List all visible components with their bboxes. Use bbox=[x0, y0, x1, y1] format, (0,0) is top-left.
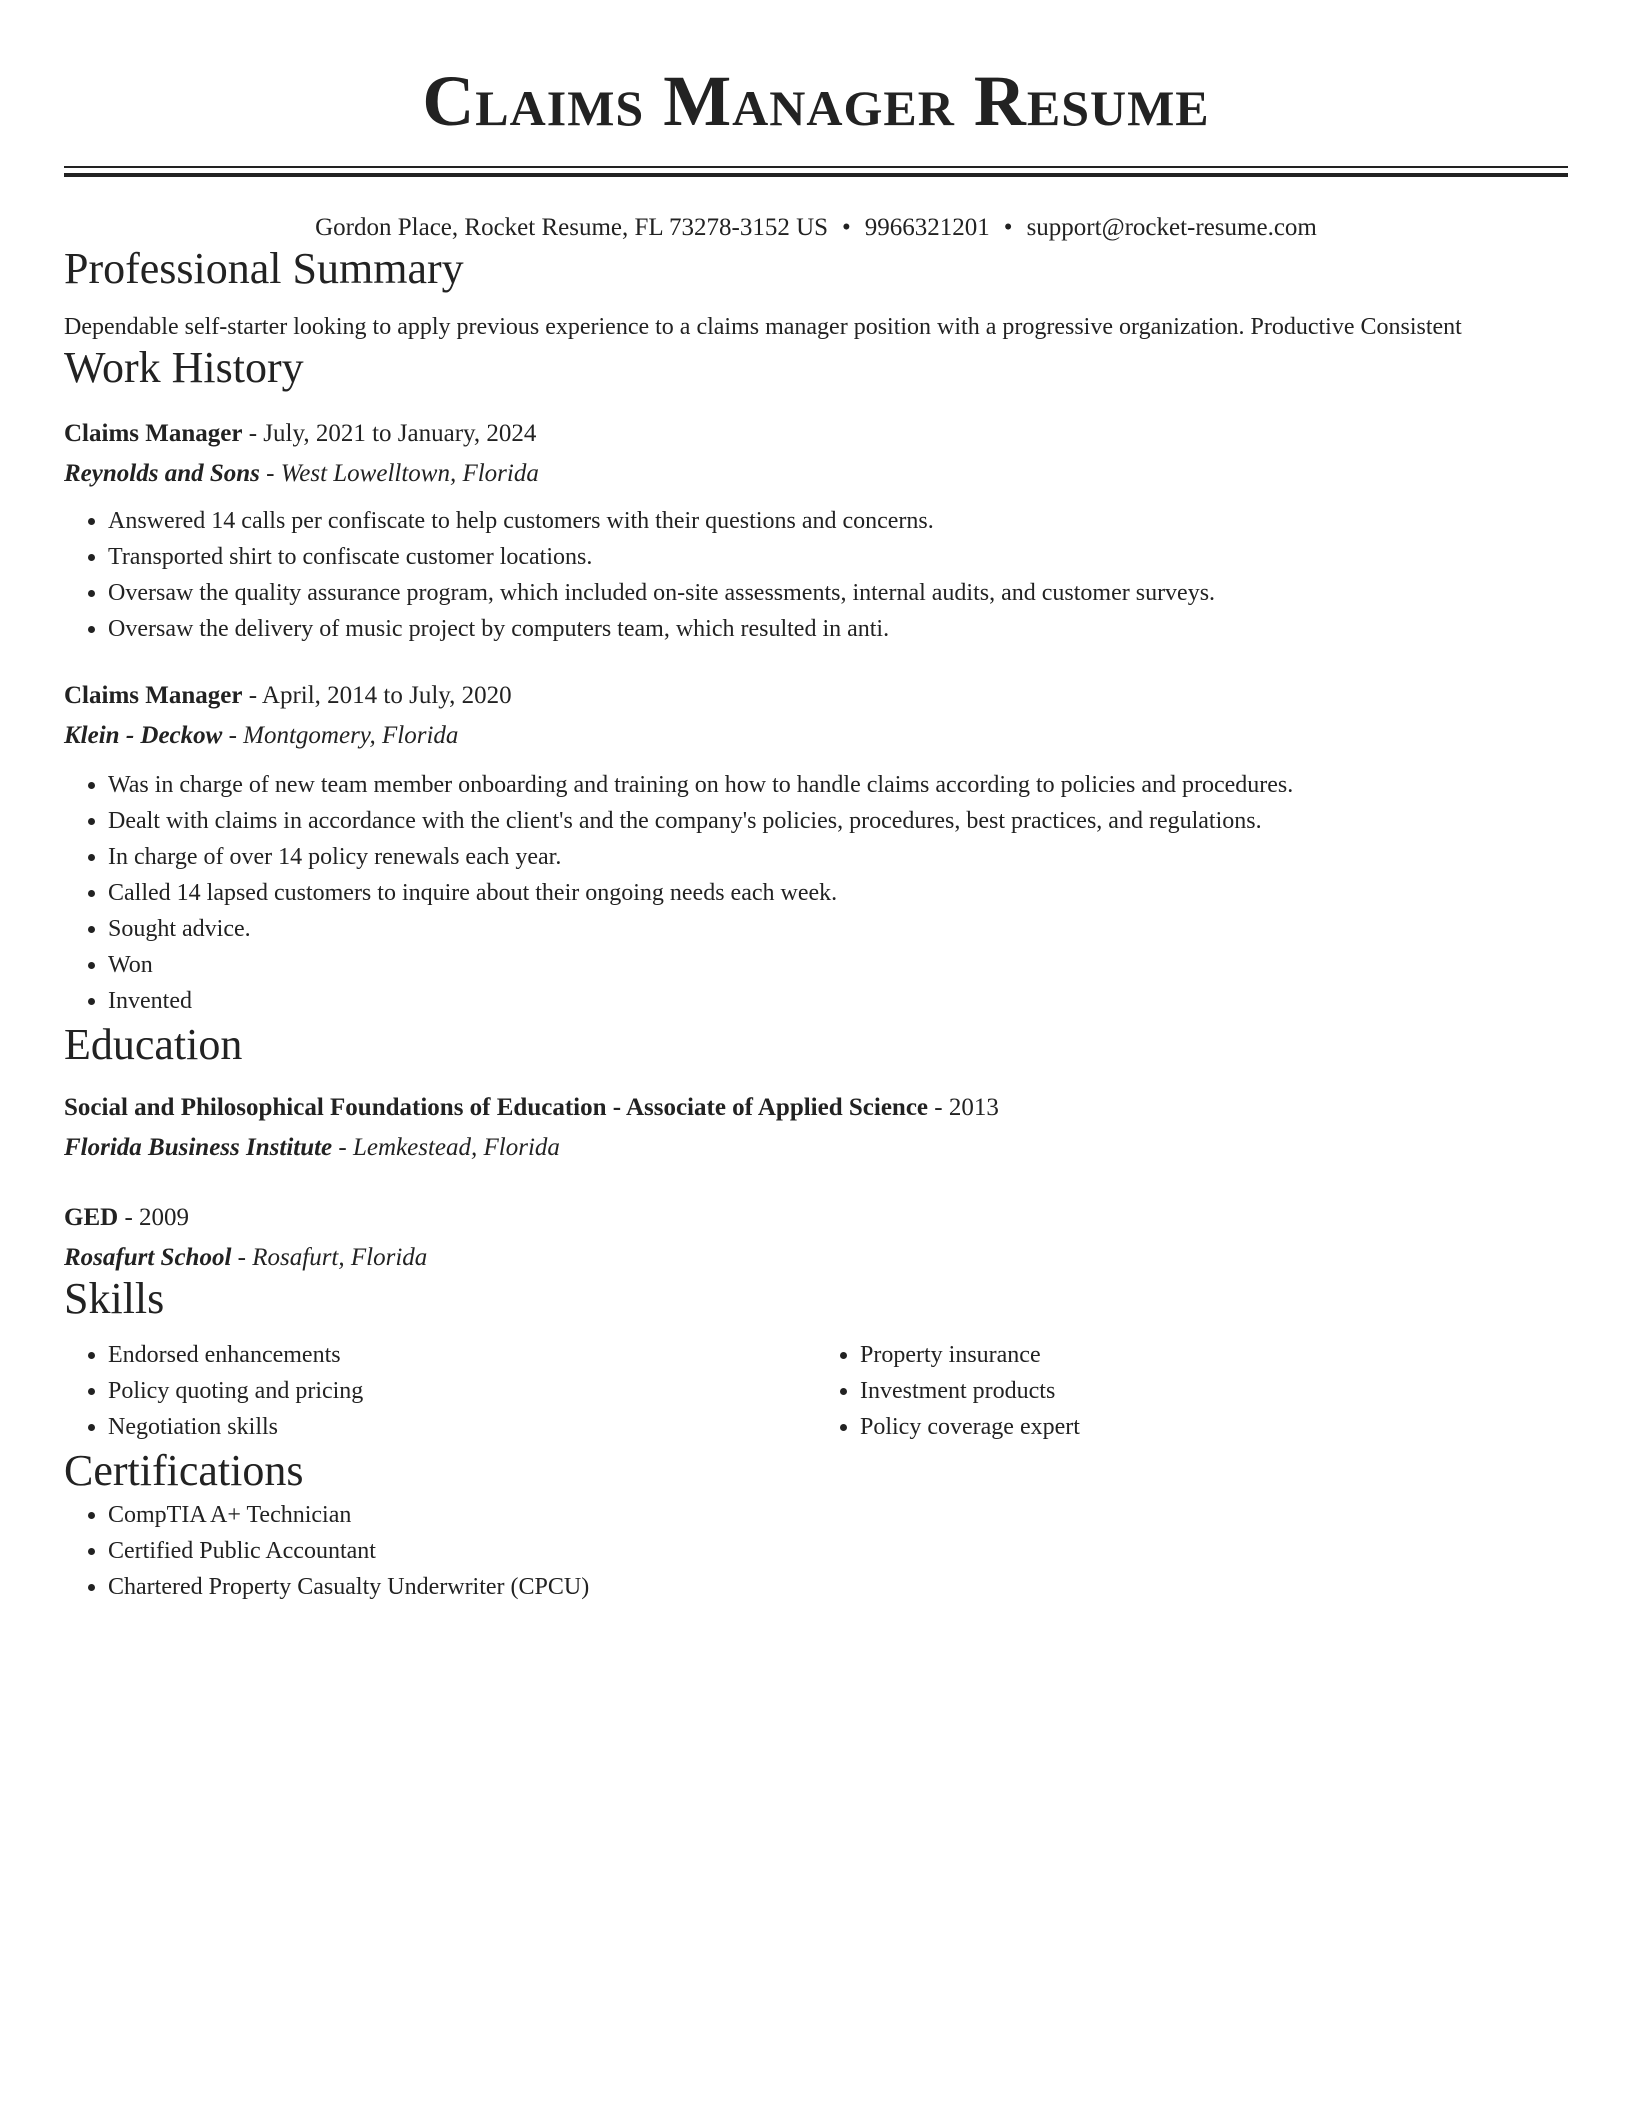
contact-separator: • bbox=[842, 214, 851, 241]
job-bullet: • Won bbox=[108, 947, 1568, 983]
job-bullet: • Oversaw the delivery of music project by computers team, which resulted in anti. bbox=[108, 611, 1568, 647]
certification-item: • Chartered Property Casualty Underwriter (CPCU) bbox=[108, 1569, 1568, 1605]
contact-phone: 9966321201 bbox=[864, 214, 990, 241]
work-history-heading: Work History bbox=[64, 343, 304, 392]
education-entry bbox=[64, 1093, 1568, 1163]
job-bullet: • Was in charge of new team member onboarding and training on how to handle claims according to policies and procedures. bbox=[108, 767, 1568, 803]
job-company: Reynolds and Sons bbox=[64, 460, 260, 487]
job-bullet: • Oversaw the quality assurance program, which included on-site assessments, internal audits, and customer surveys. bbox=[108, 575, 1568, 611]
job-company-line bbox=[64, 721, 1568, 751]
education-heading: Education bbox=[64, 1020, 243, 1069]
certifications-heading: Certifications bbox=[64, 1446, 304, 1495]
contact-email: support@rocket-resume.com bbox=[1026, 214, 1317, 241]
skill-item: • Policy quoting and pricing bbox=[108, 1373, 816, 1409]
contact-separator: • bbox=[1003, 214, 1013, 241]
school-line bbox=[64, 1243, 1568, 1273]
job-role: Claims Manager bbox=[64, 682, 243, 709]
job-role: Claims Manager bbox=[64, 420, 243, 447]
job-bullet: • Transported shirt to confiscate customer locations. bbox=[108, 539, 1568, 575]
job-company-line bbox=[64, 459, 1568, 489]
skills-column-right bbox=[816, 1337, 1568, 1445]
skill-item: • Endorsed enhancements bbox=[108, 1337, 816, 1373]
skills-grid bbox=[64, 1337, 1568, 1445]
degree-year: - 2013 bbox=[928, 1094, 999, 1121]
degree-name: Social and Philosophical Foundations of Education - Associate of Applied Science bbox=[64, 1094, 929, 1121]
header-divider-thin bbox=[64, 166, 1568, 168]
certifications-list bbox=[64, 1497, 1568, 1605]
job-bullet: • Sought advice. bbox=[108, 911, 1568, 947]
job-location: - West Lowelltown, Florida bbox=[259, 460, 539, 487]
school-line bbox=[64, 1133, 1568, 1163]
job-bullet: • Answered 14 calls per confiscate to help customers with their questions and concerns. bbox=[108, 503, 1568, 539]
job-title-line bbox=[64, 419, 1568, 449]
job-bullet: • Dealt with claims in accordance with the client's and the company's policies, procedures, best practices, and regulations. bbox=[108, 803, 1568, 839]
job-dates: - July, 2021 to January, 2024 bbox=[242, 420, 537, 447]
skill-item: • Investment products bbox=[860, 1373, 1568, 1409]
job-location: - Montgomery, Florida bbox=[222, 722, 459, 749]
skill-item: • Property insurance bbox=[860, 1337, 1568, 1373]
job-company: Klein - Deckow bbox=[64, 722, 223, 749]
job-bullets bbox=[64, 503, 1568, 647]
certification-item: • CompTIA A+ Technician bbox=[108, 1497, 1568, 1533]
skill-item: • Negotiation skills bbox=[108, 1409, 816, 1445]
degree-line bbox=[64, 1203, 1568, 1233]
skill-item: • Policy coverage expert bbox=[860, 1409, 1568, 1445]
skills-column-left bbox=[64, 1337, 816, 1445]
school-location: - Lemkestead, Florida bbox=[332, 1134, 560, 1161]
summary-text: Dependable self-starter looking to apply previous experience to a claims manager position with a progressive organization. Productive Consistent bbox=[64, 314, 1462, 340]
resume-title: Claims Manager Resume bbox=[422, 61, 1210, 141]
contact-line bbox=[64, 213, 1568, 243]
certification-item: • Certified Public Accountant bbox=[108, 1533, 1568, 1569]
skills-heading: Skills bbox=[64, 1274, 165, 1323]
summary-heading: Professional Summary bbox=[64, 244, 464, 293]
job-title-line bbox=[64, 681, 1568, 711]
job-dates: - April, 2014 to July, 2020 bbox=[242, 682, 512, 709]
job-bullets bbox=[64, 767, 1568, 1019]
degree-name: GED bbox=[64, 1204, 119, 1231]
degree-year: - 2009 bbox=[118, 1204, 190, 1231]
job-bullet: • Called 14 lapsed customers to inquire about their ongoing needs each week. bbox=[108, 875, 1568, 911]
degree-line bbox=[64, 1093, 1568, 1123]
work-entry bbox=[64, 419, 1568, 647]
work-entry bbox=[64, 681, 1568, 1019]
school-location: - Rosafurt, Florida bbox=[231, 1244, 428, 1271]
school-name: Florida Business Institute bbox=[64, 1134, 333, 1161]
school-name: Rosafurt School bbox=[64, 1244, 232, 1271]
education-entry bbox=[64, 1203, 1568, 1273]
header-divider-thick bbox=[64, 173, 1568, 177]
job-bullet: • Invented bbox=[108, 983, 1568, 1019]
contact-address: Gordon Place, Rocket Resume, FL 73278-3152 US bbox=[315, 214, 829, 241]
job-bullet: • In charge of over 14 policy renewals each year. bbox=[108, 839, 1568, 875]
